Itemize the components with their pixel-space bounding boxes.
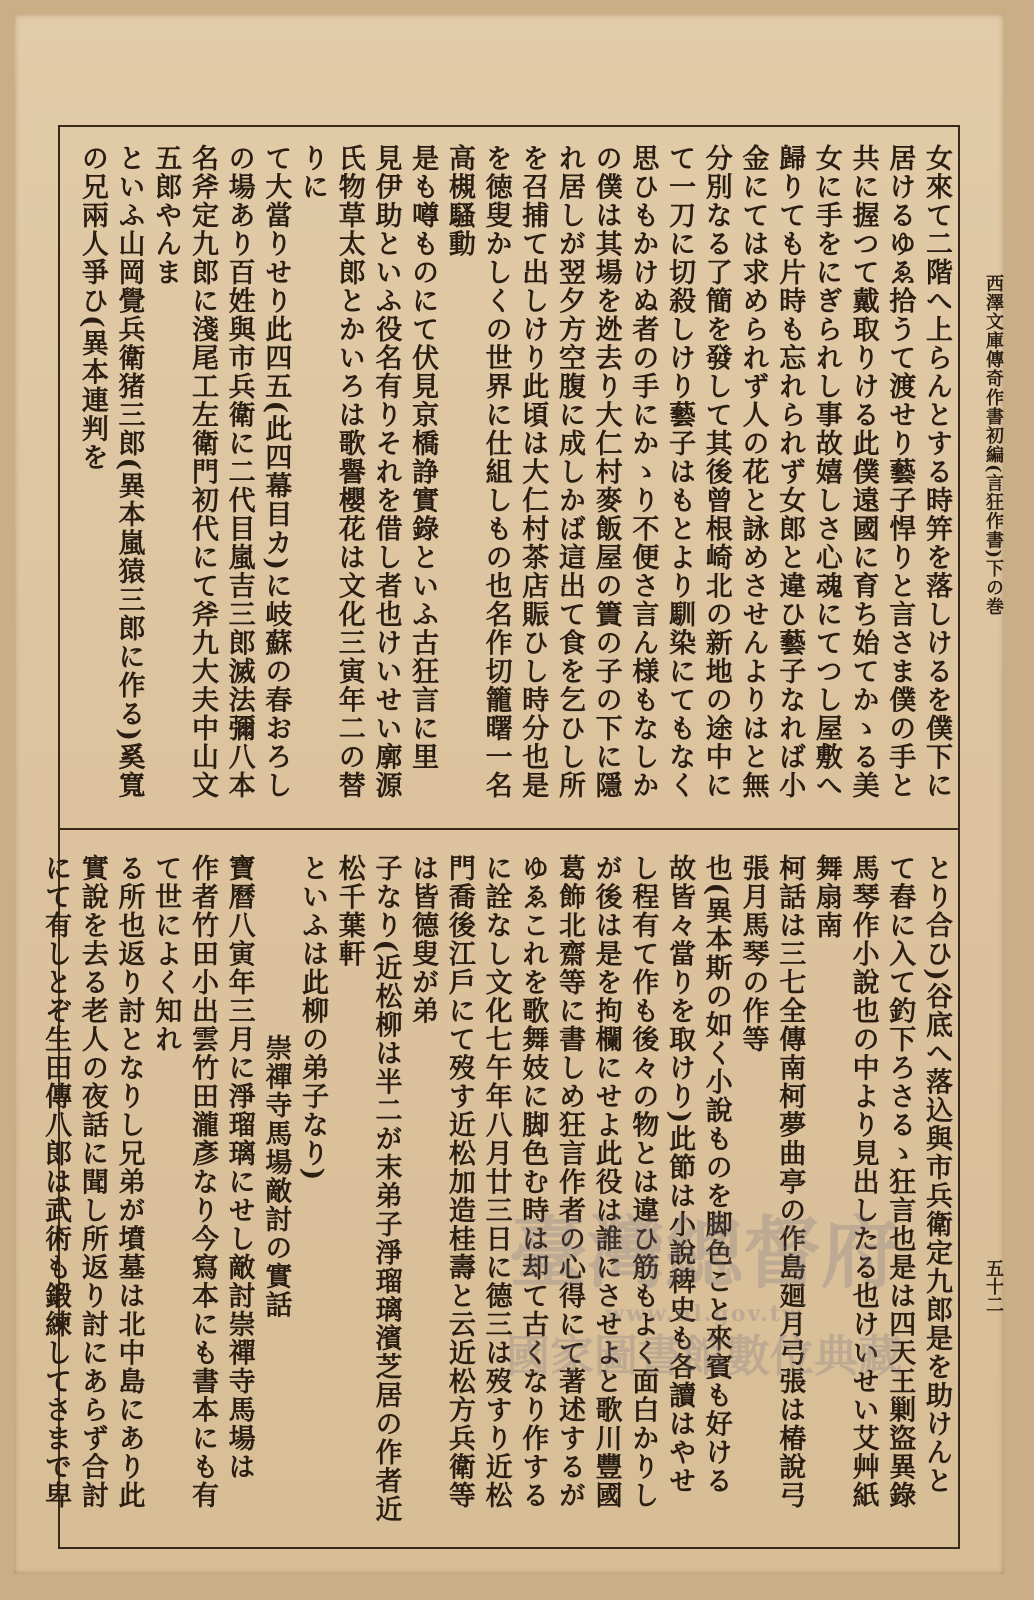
text-column: れ居しが翌夕方空腹に成しかば這出て食を乞ひし所 [553,144,585,800]
text-column: る所也返り討となりし兄弟が墳墓は北中島にあり此 [113,854,145,1510]
text-column: 居けるゆゑ拾うて渡せり藝子悍りと言さま僕の手と [884,144,916,800]
page-number: 五十二 [983,1259,1004,1313]
text-column: 葛飾北齋等に書しめ狂言作者の心得にて著述するが [553,854,585,1510]
text-column: 寶曆八寅年三月に淨瑠璃にせし敵討崇禪寺馬場は [223,854,255,1481]
text-column: に詮なし文化七午年八月廿三日に德三は歿すり近松 [480,854,512,1510]
text-column: 歸りても片時も忘れられず女郎と違ひ藝子なれば小 [774,144,806,800]
text-column: 作者竹田小出雲竹田瀧彥なり今寫本にも書本にも有て世によく知れ [150,854,218,1510]
text-column: て大當りせり此四五(此四幕目カ)に岐蘇の春おろし [260,144,292,800]
text-column: 女に手をにぎられし事故嬉しさ心魂にてつし屋敷へ [810,144,842,800]
text-column: 故皆々當りを取けり)此節は小說稗史も各讀はやせ [664,854,696,1496]
text-column: 實說を去る老人の夜話に聞し所返り討にあらず合討 [76,854,108,1510]
text-column: といふ山岡覺兵衛猪三郎(異本嵐猿三郎に作る)奚寬の兄兩人爭ひ(異本連判を [76,144,145,800]
text-column: て一刀に切殺しけり藝子はもとより馴染にてもなく [664,144,696,800]
text-column: 柯話は三七全傳南柯夢曲亭の作島廻月弓張は椿說弓張月馬琴の作等 [737,854,806,1510]
text-column: 子なり(近松柳は半二が末弟子淨瑠璃濱芝居の作者近松千葉軒 [333,854,402,1524]
horizontal-divider [60,828,958,830]
watermark-main: 臺灣總督府 [508,1208,899,1299]
text-column: 共に握つて戴取りける此僕遠國に育ち始てかゝる美 [847,144,879,800]
text-column: 馬琴作小說也の中より見出したる也けいせい艾艸紙舞扇南 [810,854,879,1510]
upper-text-block [74,144,954,809]
text-column: し程有て作も後々の物とは違ひ筋もよく面白かりし [627,854,659,1510]
text-column: 門喬後江戶にて歿す近松加造桂壽と云近松方兵衛等は皆德叟が弟 [407,854,475,1510]
text-column: にて有しとぞ生田傳八郎は武術も鍛練してさまで卑 [40,854,72,1510]
page [14,14,1004,1574]
text-column: 分別なる了簡を發して其後曾根崎北の新地の途中に [700,144,732,800]
text-column: 名斧定九郎に淺尾工左衛門初代にて斧九大夫中山文五郎やんま [150,144,218,800]
text-column: 是も噂ものにて伏見京橋諍實錄といふ古狂言に里 [407,144,439,771]
text-column: が後は是を拘欄にせよ此役は誰にさせよと歌川豐國 [590,854,622,1510]
text-column: 思ひもかけぬ者の手にかゝり不便さ言ん様もなしか [627,144,659,800]
text-column: て舂に入て釣下ろさるゝ狂言也是は四天王剿盜異錄 [884,854,916,1510]
text-column: といふは此柳の弟子なり) [297,854,329,1182]
text-column: ゆゑこれを歌舞妓に脚色む時は却て古くなり作する [517,854,549,1510]
text-column: 見伊助といふ役名有りそれを借し者也けいせい廓源 [370,144,402,800]
text-column: の僕は其場を迯去り大仁村麥飯屋の簀の子の下に隱 [590,144,622,800]
text-column: 金にては求められず人の花と詠めさせんよりはと無 [737,144,769,800]
text-column: を召捕て出しけり此頃は大仁村茶店賑ひし時分也是 [517,144,549,800]
text-column: 女來て二階へ上らんとする時笄を落しけるを僕下に [921,144,952,800]
running-header: 西澤文庫傳奇作書初編(言狂作書)下の巻 [983,274,1004,617]
watermark-sub: 國家圖書館數位典藏 [506,1331,902,1382]
text-column: 氏物草太郎とかいろは歌譽櫻花は文化三寅年二の替りに [297,144,365,800]
text-column: とり合ひ)谷底へ落込與市兵衛定九郎是を助けんと [921,854,952,1496]
text-column: を徳叟かしくの世界に仕組しもの也名作切籠曙一名高槻騷動 [443,144,512,800]
text-column: の場あり百姓與市兵衛に二代目嵐吉三郎滅法彌八本 [223,144,255,800]
section-title: 崇禪寺馬場敵討の實話 [260,1034,292,1319]
library-watermark [444,1209,964,1489]
text-column: 也(異本斯の如く小說ものを脚色こと來賓も好ける [700,854,732,1496]
watermark-url: www.nl.gov.tw [605,1301,803,1327]
